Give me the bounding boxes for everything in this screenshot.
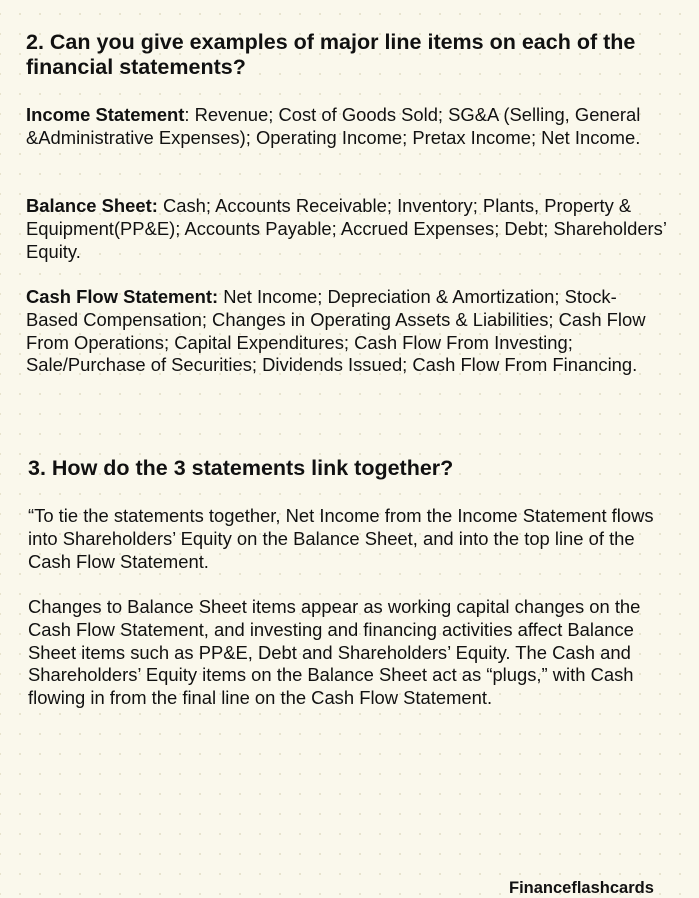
statements-link-paragraph-1: “To tie the statements together, Net Income from the Income Statement flows into Shareholders’ Equity on the Balance Sheet, and into the top line of the Cash Flow Statement. (28, 505, 654, 572)
balance-sheet-items: Cash; Accounts Receivable; Inventory; Plants, Property & Equipment(PP&E); Accounts Payable; Accrued Expenses; Debt; Shareholders’ Equity. (26, 195, 667, 262)
balance-sheet-label: Balance Sheet: (26, 195, 158, 216)
statements-link-paragraph-2: Changes to Balance Sheet items appear as working capital changes on the Cash Flow Statement, and investing and financing activities affect Balance Sheet items such as PP&E, Debt and Shareholders’ Equity. The Cash and Shareholders’ Equity items on the Balance Sheet act as “plugs,” with Cash flowing in from the final line on the Cash Flow Statement. (28, 596, 641, 709)
cash-flow-statement-label: Cash Flow Statement: (26, 286, 219, 307)
question-3-title: 3. How do the 3 statements link together? (28, 456, 454, 480)
income-statement-label: Income Statement (26, 104, 185, 125)
income-statement-items: : Revenue; Cost of Goods Sold; SG&A (Selling, General &Administrative Expenses); Operating Income; Pretax Income; Net Income. (26, 104, 641, 148)
income-statement-paragraph (26, 104, 666, 150)
balance-sheet-paragraph (26, 195, 676, 263)
footer-brand: Financeflashcards (509, 879, 654, 897)
question-2-title: 2. Can you give examples of major line items on each of the financial statements? (26, 30, 636, 79)
cash-flow-statement-items: Net Income; Depreciation & Amortization; Stock-Based Compensation; Changes in Operating Assets & Liabilities; Cash Flow From Operations; Capital Expenditures; Cash Flow From Investing; Sale/Purchase of Securities; Dividends Issued; Cash Flow From Financing. (26, 286, 646, 376)
cash-flow-statement-paragraph (26, 286, 666, 377)
